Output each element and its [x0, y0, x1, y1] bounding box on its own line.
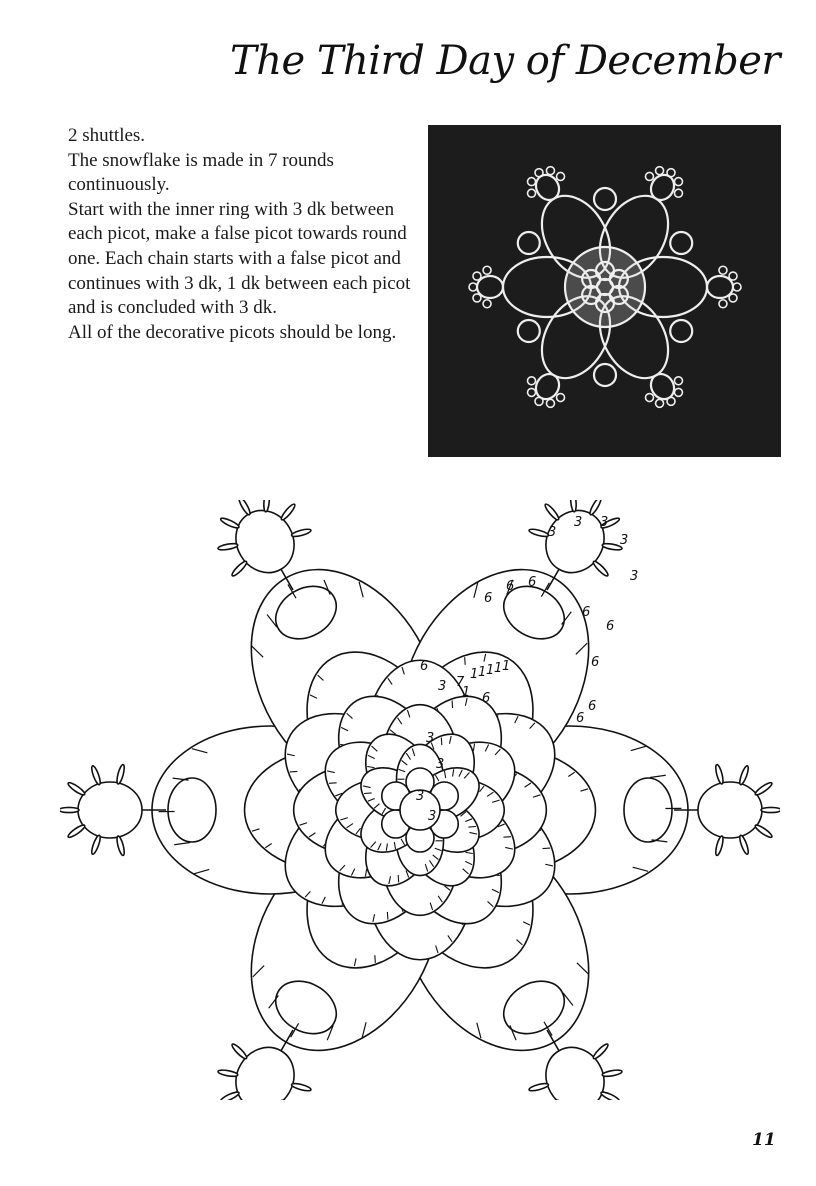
tatted-ring	[624, 778, 672, 842]
picot-mark	[714, 764, 724, 785]
picot-hatch	[465, 657, 466, 665]
stitch-label: 3	[438, 679, 447, 694]
stitch-label: 3	[620, 533, 629, 548]
lace-picot	[528, 377, 536, 385]
picot-hatch	[503, 837, 511, 838]
instruction-line: The snowflake is made in 7 rounds continuously.	[68, 149, 334, 196]
stitch-label: 3	[548, 525, 557, 540]
lace-picot	[473, 272, 481, 280]
picot-hatch	[290, 771, 298, 772]
picot-mark	[291, 528, 312, 538]
instructions-text	[68, 124, 416, 345]
stitch-label: 6	[606, 619, 615, 634]
stitch-label: 6	[420, 659, 429, 674]
tatted-ring	[60, 764, 142, 856]
lace-picot	[667, 397, 675, 405]
tatted-ring	[698, 764, 780, 856]
lace-ring	[518, 232, 540, 254]
lace-picot	[656, 399, 664, 407]
picot-hatch	[398, 875, 399, 883]
picot-mark	[220, 516, 240, 529]
lace-picot	[645, 172, 653, 180]
lace-ring	[518, 320, 540, 342]
stitch-label: 6	[582, 605, 591, 620]
instruction-line: All of the decorative picots should be long.	[68, 321, 397, 343]
lace-picot	[656, 167, 664, 175]
stitch-label: 3	[630, 569, 639, 584]
picot-mark	[237, 500, 252, 516]
picot-mark	[600, 1090, 620, 1100]
stitch-label: 7	[456, 675, 465, 690]
picot-mark	[263, 500, 270, 512]
picot-hatch	[375, 955, 376, 963]
picot-mark	[218, 1069, 239, 1078]
picot-mark	[116, 835, 126, 856]
lace-picot	[528, 189, 536, 197]
lace-picot	[546, 167, 554, 175]
picot-hatch	[387, 912, 388, 920]
lace-picot	[469, 283, 477, 291]
instruction-line: 2 shuttles.	[68, 125, 146, 146]
tatted-ring	[168, 778, 216, 842]
instruction-line: Start with the inner ring with 3 dk between each picot, make a false picot towards round one. Each chain starts with a false picot and continues with 3 dk, 1 dk between each picot and is concluded with 3 dk.	[68, 198, 411, 319]
stitch-label: 1	[478, 665, 487, 680]
lace-picot	[674, 388, 682, 396]
picot-hatch	[452, 700, 453, 708]
lace-ring	[594, 188, 616, 210]
stitch-label: 3	[416, 789, 425, 804]
picot-mark	[67, 823, 86, 839]
lace-picot	[729, 272, 737, 280]
picot-mark	[230, 1042, 248, 1060]
picot-mark	[714, 835, 724, 856]
ring-shape	[78, 782, 142, 838]
picot-hatch	[329, 783, 337, 784]
picot-mark	[280, 503, 297, 522]
stitch-label: 3	[436, 757, 445, 772]
stitch-label: 3	[600, 515, 609, 530]
picot-mark	[602, 1069, 623, 1078]
picot-hatch	[364, 793, 372, 794]
picot-mark	[67, 781, 86, 797]
picot-mark	[738, 765, 750, 786]
ring-shape	[168, 778, 216, 842]
ring-shape	[624, 778, 672, 842]
lace-picot	[557, 172, 565, 180]
picot-mark	[291, 1082, 312, 1092]
picot-mark	[90, 765, 102, 786]
lace-picot	[557, 394, 565, 402]
stitch-label: 6	[506, 579, 515, 594]
lace-picot	[674, 189, 682, 197]
picot-mark	[230, 560, 248, 578]
picot-mark	[592, 560, 610, 578]
stitch-label: 1	[486, 663, 495, 678]
picot-mark	[528, 1082, 549, 1092]
stitch-label: 1	[462, 685, 471, 700]
stitch-label: 1	[494, 661, 503, 676]
picot-mark	[528, 528, 549, 538]
stitch-label: 6	[576, 711, 585, 726]
picot-hatch	[543, 848, 551, 849]
picot-mark	[588, 500, 603, 516]
picot-mark	[116, 764, 126, 785]
stitch-label: 6	[482, 691, 491, 706]
lace-ring	[670, 232, 692, 254]
picot-hatch	[441, 738, 442, 746]
ring-shape	[698, 782, 762, 838]
snowflake-photo	[428, 125, 781, 457]
picot-mark	[90, 834, 102, 855]
lace-picot	[733, 283, 741, 291]
lace-picot	[674, 377, 682, 385]
stitch-label: 6	[484, 591, 493, 606]
lace-picot	[535, 169, 543, 177]
lace-picot	[546, 399, 554, 407]
lace-picot	[528, 388, 536, 396]
lace-picot	[667, 169, 675, 177]
picot-mark	[754, 781, 773, 797]
stitch-label: 1	[502, 659, 511, 674]
lace-picot	[483, 300, 491, 308]
picot-mark	[738, 834, 750, 855]
page-title: The Third Day of December	[230, 38, 780, 84]
stitch-label: 6	[591, 655, 600, 670]
stitch-label: 3	[426, 731, 435, 746]
stitch-label: 3	[428, 809, 437, 824]
lace-picot	[473, 294, 481, 302]
lace-ring	[670, 320, 692, 342]
picot-mark	[543, 503, 560, 522]
stitch-label: 1	[470, 667, 479, 682]
picot-mark	[570, 500, 577, 512]
picot-mark	[218, 542, 239, 551]
lace-picot	[645, 394, 653, 402]
lace-picot	[528, 178, 536, 186]
picot-hatch	[468, 827, 476, 828]
lace-picot	[729, 294, 737, 302]
lace-picot	[719, 300, 727, 308]
snowflake-diagram	[60, 500, 780, 1100]
picot-mark	[754, 823, 773, 839]
lace-ring	[594, 364, 616, 386]
picot-mark	[761, 807, 780, 812]
stitch-label: 3	[574, 515, 583, 530]
picot-mark	[592, 1042, 610, 1060]
picot-mark	[220, 1090, 240, 1100]
lace-picot	[483, 266, 491, 274]
page-number: 11	[752, 1130, 776, 1150]
stitch-label: 6	[588, 699, 597, 714]
picot-mark	[60, 807, 79, 812]
lace-tip-ring	[477, 276, 503, 298]
lace-snowflake	[469, 167, 741, 408]
lace-center-fill	[565, 247, 645, 327]
lace-picot	[719, 266, 727, 274]
lace-picot	[535, 397, 543, 405]
lace-picot	[674, 178, 682, 186]
lace-tip-ring	[707, 276, 733, 298]
stitch-label: 6	[528, 575, 537, 590]
